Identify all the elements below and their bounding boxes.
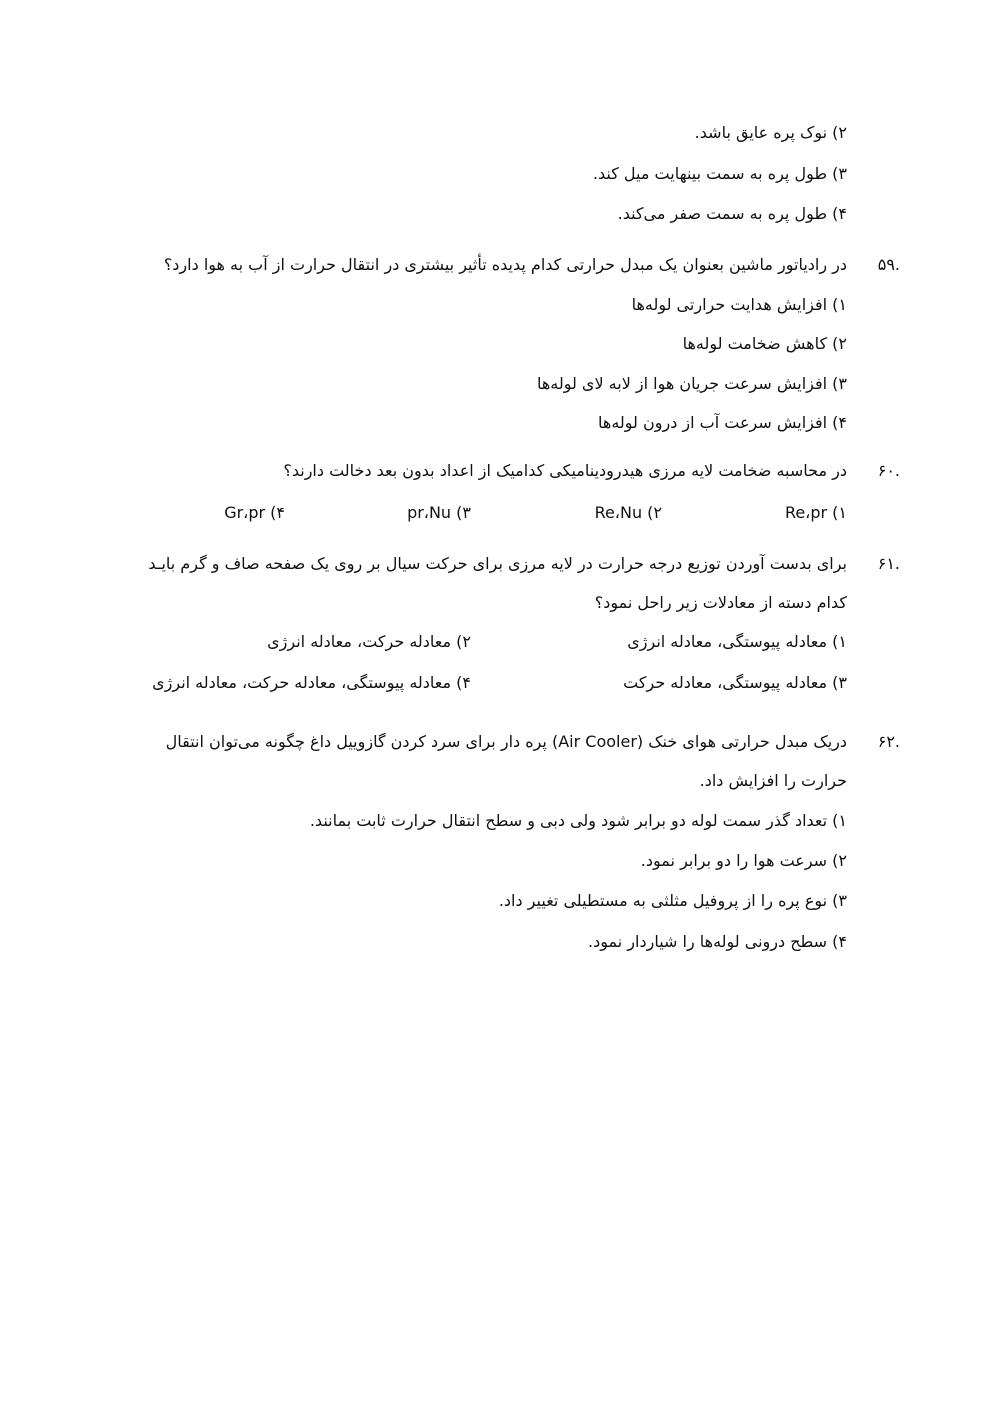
- question-stem: در رادیاتور ماشین بعنوان یک مبدل حرارتی کدام پدیده تأثیر بیشتری در انتقال حرارت از آب به هوا دارد؟: [163, 255, 847, 274]
- option-text: ۱) معادله پیوستگی، معادله انرژی: [627, 632, 847, 651]
- option-text: ۲) سرعت هوا را دو برابر نمود.: [640, 851, 847, 870]
- option-text: ۱) Re،pr: [784, 503, 847, 522]
- option-text: ۱) افزایش هدایت حرارتی لوله‌ها: [631, 295, 847, 314]
- question-number: .۶۰: [877, 461, 900, 480]
- option-text: ۴) افزایش سرعت آب از درون لوله‌ها: [598, 413, 847, 432]
- option-text: ۴) سطح درونی لوله‌ها را شیاردار نمود.: [588, 932, 847, 951]
- question-stem-continued: کدام دسته از معادلات زیر راحل نمود؟: [594, 593, 847, 612]
- option-text: ۲) کاهش ضخامت لوله‌ها: [682, 334, 847, 353]
- option-text: ۳) pr،Nu: [407, 503, 471, 522]
- option-text: ۳) افزایش سرعت جریان هوا از لابه لای لوله‌ها: [536, 374, 847, 393]
- option-text: ۲) معادله حرکت، معادله انرژی: [267, 632, 471, 651]
- option-text: ۴) Gr،pr: [224, 503, 285, 522]
- option-text: ۴) معادله پیوستگی، معادله حرکت، معادله انرژی: [152, 673, 471, 692]
- option-text: ۳) طول پره به سمت بینهایت میل کند.: [592, 164, 847, 183]
- question-number: .۶۲: [877, 732, 900, 751]
- question-number: .۶۱: [877, 554, 900, 573]
- option-text: ۲) Re،Nu: [594, 503, 662, 522]
- option-text: ۱) تعداد گذر سمت لوله دو برابر شود ولی دبی و سطح انتقال حرارت ثابت بمانند.: [309, 811, 847, 830]
- question-stem: دریک مبدل حرارتی هوای خنک (Air Cooler) پره دار برای سرد کردن گازوییل داغ چگونه می‌توان انتقال: [165, 732, 847, 751]
- option-text: ۳) معادله پیوستگی، معادله حرکت: [623, 673, 847, 692]
- option-text: ۲) نوک پره عایق باشد.: [694, 123, 847, 142]
- question-stem-continued: حرارت را افزایش داد.: [699, 771, 847, 790]
- question-number: .۵۹: [877, 255, 900, 274]
- question-stem: برای بدست آوردن توزیع درجه حرارت در لایه مرزی برای حرکت سیال بر روی یک صفحه صاف و گرم بایـد: [148, 554, 847, 573]
- question-stem: در محاسبه ضخامت لایه مرزی هیدرودینامیکی کدامیک از اعداد بدون بعد دخالت دارند؟: [283, 461, 847, 480]
- option-text: ۳) نوع پره را از پروفیل مثلثی به مستطیلی تغییر داد.: [498, 891, 847, 910]
- option-text: ۴) طول پره به سمت صفر می‌کند.: [617, 204, 847, 223]
